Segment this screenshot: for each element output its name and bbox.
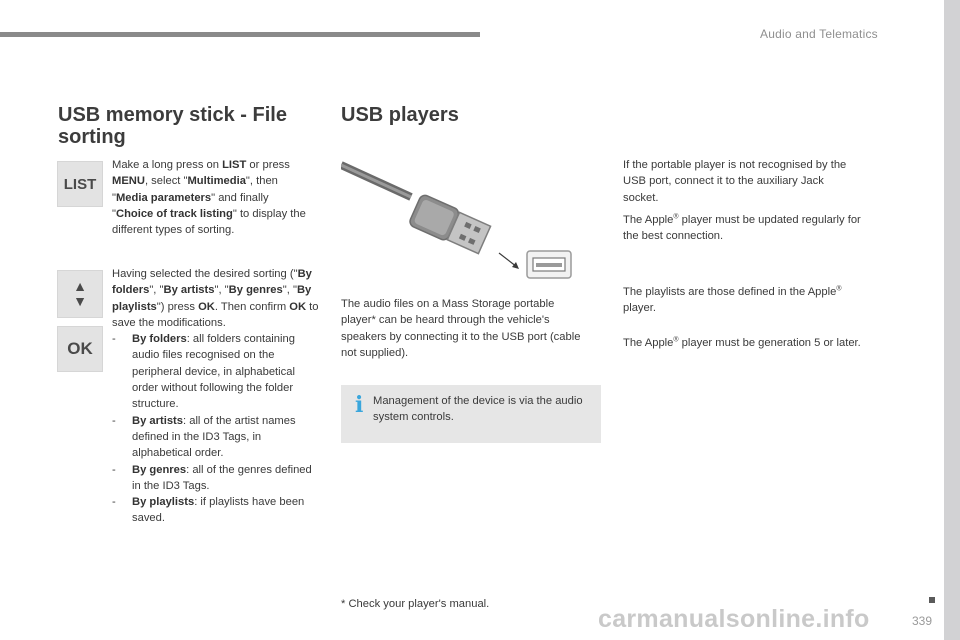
bullet-term: By genres bbox=[132, 463, 187, 476]
usb-description: The audio files on a Mass Storage portable player* can be heard through the vehicle's speakers by connecting it to the USB port (cable not supplied). bbox=[341, 298, 581, 359]
list-item bbox=[112, 331, 320, 412]
list-item bbox=[112, 462, 320, 495]
note-generation bbox=[623, 335, 873, 351]
note-not-recognised: If the portable player is not recognised by the USB port, connect it to the auxiliary Jack socket. bbox=[623, 159, 847, 204]
p2-text-6: . Then confirm bbox=[214, 300, 290, 313]
registered-mark: ® bbox=[673, 213, 679, 221]
list-label: LIST bbox=[63, 175, 97, 193]
page-marker bbox=[929, 597, 935, 603]
p1-text-4: ", then " bbox=[112, 175, 278, 204]
p1-text-2: or press bbox=[246, 159, 290, 171]
p2-bold-2: By artists bbox=[163, 284, 215, 297]
bullet-dash: - bbox=[112, 496, 116, 509]
instructions-paragraph-1 bbox=[112, 157, 312, 238]
arrow-down-icon: ▼ bbox=[73, 293, 87, 309]
bullet-dash: - bbox=[112, 333, 116, 346]
note2-text-b: player must be updated regularly for the best connection. bbox=[623, 214, 861, 243]
ok-label: OK bbox=[67, 339, 93, 358]
bullet-text: : all folders containing audio files recognised on the peripheral device, in alphabetical order without following the folder structure. bbox=[132, 333, 295, 411]
p2-bold-4: By playlists bbox=[112, 284, 312, 313]
list-item bbox=[112, 413, 320, 462]
p2-text-4: ", " bbox=[282, 284, 297, 297]
usb-memory-stick-title: USB memory stick - File sorting bbox=[58, 104, 287, 148]
page-number: 339 bbox=[912, 614, 933, 628]
info-text: Management of the device is via the audio system controls. bbox=[373, 395, 583, 424]
p1-bold-3: Multimedia bbox=[187, 175, 246, 188]
note3-text-a: The playlists are those defined in the Apple bbox=[623, 286, 837, 298]
note4-text-a: The Apple bbox=[623, 337, 674, 349]
note2-text-a: The Apple bbox=[623, 214, 674, 226]
bullet-text: : if playlists have been saved. bbox=[132, 496, 305, 525]
watermark: carmanualsonline.info bbox=[598, 605, 870, 633]
bullet-text: : all of the artist names defined in the ID3 Tags, in alphabetical order. bbox=[132, 414, 296, 460]
bullet-term: By folders bbox=[132, 333, 187, 346]
p1-bold-4: Media parameters bbox=[115, 191, 212, 204]
up-down-arrows-icon bbox=[57, 270, 103, 318]
p2-text-1: Having selected the desired sorting (" bbox=[112, 268, 298, 280]
note-playlists bbox=[623, 284, 873, 317]
note-update-regularly bbox=[623, 212, 873, 245]
bullet-text: : all of the genres defined in the ID3 Tags. bbox=[132, 463, 312, 492]
p2-text-7: to save the modifications. bbox=[112, 300, 319, 329]
p1-text-3: , select " bbox=[144, 175, 188, 188]
p1-text-1: Make a long press on bbox=[112, 159, 223, 171]
p2-bold-5: OK bbox=[198, 300, 215, 313]
list-item bbox=[112, 494, 320, 527]
sorting-options-list bbox=[112, 331, 320, 527]
bullet-dash: - bbox=[112, 463, 116, 476]
footnote: * Check your player's manual. bbox=[341, 598, 490, 610]
instructions-paragraph-2 bbox=[112, 266, 320, 527]
arrow-up-icon: ▲ bbox=[73, 278, 87, 294]
p1-bold-1: LIST bbox=[222, 159, 247, 171]
note4-text-b: player must be generation 5 or later. bbox=[678, 337, 861, 349]
p2-text-2: ", " bbox=[149, 284, 164, 297]
registered-mark: ® bbox=[673, 336, 679, 344]
note3-text-b: player. bbox=[623, 302, 656, 315]
p2-bold-6: OK bbox=[289, 300, 307, 313]
bullet-term: By playlists bbox=[132, 496, 195, 509]
p1-text-5: " and finally " bbox=[112, 191, 269, 220]
header-rule bbox=[0, 32, 480, 37]
p2-bold-1: By folders bbox=[112, 268, 312, 297]
ok-button-icon bbox=[57, 326, 103, 372]
page-edge-strip bbox=[944, 0, 960, 640]
p1-text-6: " to display the different types of sorting. bbox=[112, 207, 306, 237]
registered-mark: ® bbox=[836, 285, 842, 293]
list-button-icon bbox=[57, 161, 103, 207]
info-icon: i bbox=[355, 392, 364, 418]
usb-connector-illustration bbox=[341, 155, 581, 285]
p1-bold-2: MENU bbox=[112, 175, 145, 188]
p2-bold-3: By genres bbox=[228, 284, 283, 297]
p2-text-3: ", " bbox=[214, 284, 229, 297]
sorting-intro bbox=[112, 266, 320, 331]
bullet-dash: - bbox=[112, 414, 116, 427]
bullet-term: By artists bbox=[132, 414, 183, 427]
p1-bold-5: Choice of track listing bbox=[115, 207, 233, 220]
usb-players-title: USB players bbox=[341, 104, 459, 126]
section-header: Audio and Telematics bbox=[760, 27, 878, 41]
p2-text-5: ") press bbox=[156, 300, 199, 313]
